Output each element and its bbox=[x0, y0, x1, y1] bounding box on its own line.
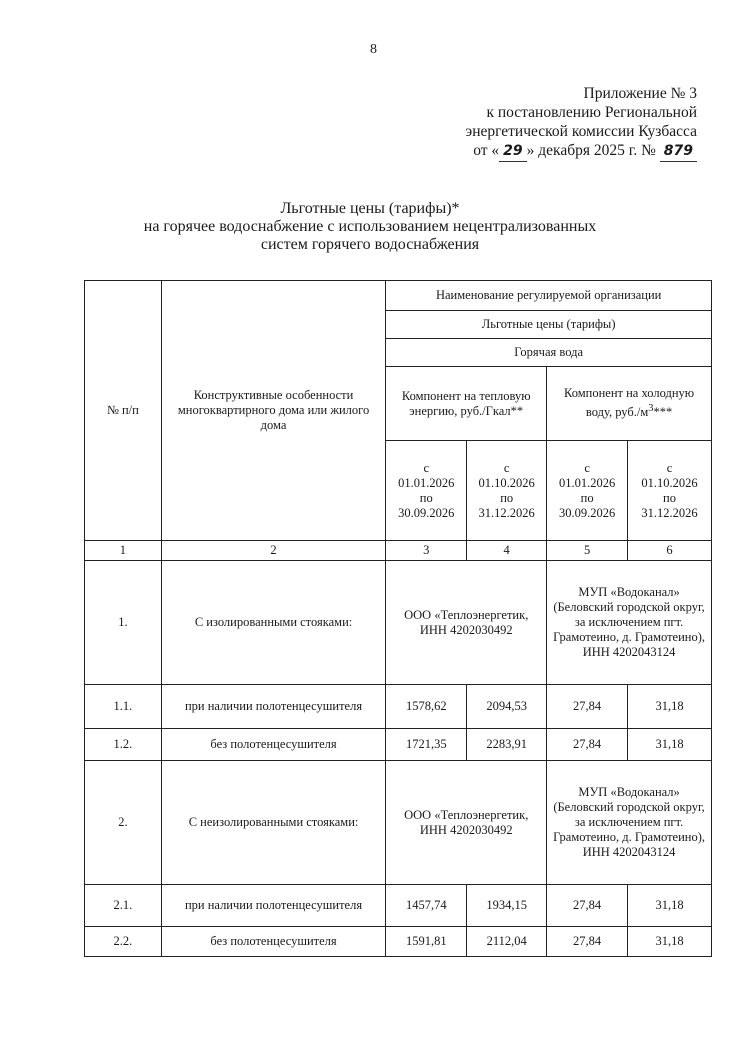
section-number: 1. bbox=[85, 561, 162, 685]
value-cell: 27,84 bbox=[547, 685, 628, 729]
title-line-1: Льготные цены (тарифы)* bbox=[280, 200, 460, 217]
value-cell: 2094,53 bbox=[467, 685, 547, 729]
doc-number-handwritten: 879 bbox=[660, 142, 697, 162]
value-cell: 1721,35 bbox=[386, 729, 467, 761]
header-hot-water: Горячая вода bbox=[386, 339, 712, 367]
col-number: 1 bbox=[85, 541, 162, 561]
appendix-header bbox=[377, 84, 697, 162]
col-number: 2 bbox=[161, 541, 386, 561]
org-heat: ООО «Теплоэнергетик, ИНН 4202030492 bbox=[386, 761, 547, 885]
value-cell: 31,18 bbox=[628, 885, 712, 927]
period-cell: с 01.01.2026 по 30.09.2026 bbox=[386, 441, 467, 541]
value-cell: 1591,81 bbox=[386, 927, 467, 957]
value-cell: 31,18 bbox=[628, 927, 712, 957]
section-number: 2. bbox=[85, 761, 162, 885]
table-row bbox=[85, 729, 712, 761]
period-cell: с 01.01.2026 по 30.09.2026 bbox=[547, 441, 628, 541]
row-number: 1.2. bbox=[85, 729, 162, 761]
appendix-line-1: Приложение № 3 bbox=[583, 85, 697, 102]
row-name: без полотенцесушителя bbox=[161, 927, 386, 957]
section-row bbox=[85, 761, 712, 885]
appendix-line-3: энергетической комиссии Кузбасса bbox=[465, 123, 697, 140]
section-name: С неизолированными стояками: bbox=[161, 761, 386, 885]
org-cold: МУП «Водоканал» (Беловский городской округ, за исключением пгт. Грамотеино, д. Грамотеино), ИНН 4202043124 bbox=[547, 761, 712, 885]
col-number: 4 bbox=[467, 541, 547, 561]
date-middle: » декабря 2025 г. № bbox=[526, 142, 656, 159]
col-number: 6 bbox=[628, 541, 712, 561]
period-cell: с 01.10.2026 по 31.12.2026 bbox=[628, 441, 712, 541]
table-row bbox=[85, 885, 712, 927]
col-number: 3 bbox=[386, 541, 467, 561]
row-number: 2.1. bbox=[85, 885, 162, 927]
value-cell: 2283,91 bbox=[467, 729, 547, 761]
appendix-line-2: к постановлению Региональной bbox=[486, 104, 697, 121]
value-cell: 1578,62 bbox=[386, 685, 467, 729]
value-cell: 2112,04 bbox=[467, 927, 547, 957]
table-row bbox=[85, 927, 712, 957]
row-number: 2.2. bbox=[85, 927, 162, 957]
document-title bbox=[110, 200, 630, 254]
org-heat: ООО «Теплоэнергетик, ИНН 4202030492 bbox=[386, 561, 547, 685]
title-line-2: на горячее водоснабжение с использованием нецентрализованных bbox=[143, 218, 597, 235]
value-cell: 1934,15 bbox=[467, 885, 547, 927]
row-name: без полотенцесушителя bbox=[161, 729, 386, 761]
row-number: 1.1. bbox=[85, 685, 162, 729]
org-cold: МУП «Водоканал» (Беловский городской округ, за исключением пгт. Грамотеино, д. Грамотеино), ИНН 4202043124 bbox=[547, 561, 712, 685]
page-number: 8 bbox=[370, 42, 377, 57]
header-prices: Льготные цены (тарифы) bbox=[386, 311, 712, 339]
header-feature: Конструктивные особенности многоквартирного дома или жилого дома bbox=[161, 281, 386, 541]
row-name: при наличии полотенцесушителя bbox=[161, 885, 386, 927]
header-component-heat: Компонент на тепловую энергию, руб./Гкал** bbox=[386, 367, 547, 441]
col-number: 5 bbox=[547, 541, 628, 561]
value-cell: 27,84 bbox=[547, 927, 628, 957]
date-day-handwritten: 29 bbox=[499, 142, 526, 162]
section-row bbox=[85, 561, 712, 685]
value-cell: 31,18 bbox=[628, 685, 712, 729]
value-cell: 31,18 bbox=[628, 729, 712, 761]
column-numbers-row bbox=[85, 541, 712, 561]
value-cell: 27,84 bbox=[547, 885, 628, 927]
table-row bbox=[85, 685, 712, 729]
tariff-table bbox=[84, 280, 712, 957]
row-name: при наличии полотенцесушителя bbox=[161, 685, 386, 729]
header-component-cold: Компонент на холодную воду, $руб./м^3***$ bbox=[547, 367, 712, 441]
section-name: С изолированными стояками: bbox=[161, 561, 386, 685]
period-cell: с 01.10.2026 по 31.12.2026 bbox=[467, 441, 547, 541]
header-number: № п/п bbox=[85, 281, 162, 541]
header-organization: Наименование регулируемой организации bbox=[386, 281, 712, 311]
appendix-date-line bbox=[377, 141, 697, 162]
value-cell: 1457,74 bbox=[386, 885, 467, 927]
date-prefix: от « bbox=[473, 142, 500, 159]
title-line-3: систем горячего водоснабжения bbox=[260, 236, 480, 253]
value-cell: 27,84 bbox=[547, 729, 628, 761]
